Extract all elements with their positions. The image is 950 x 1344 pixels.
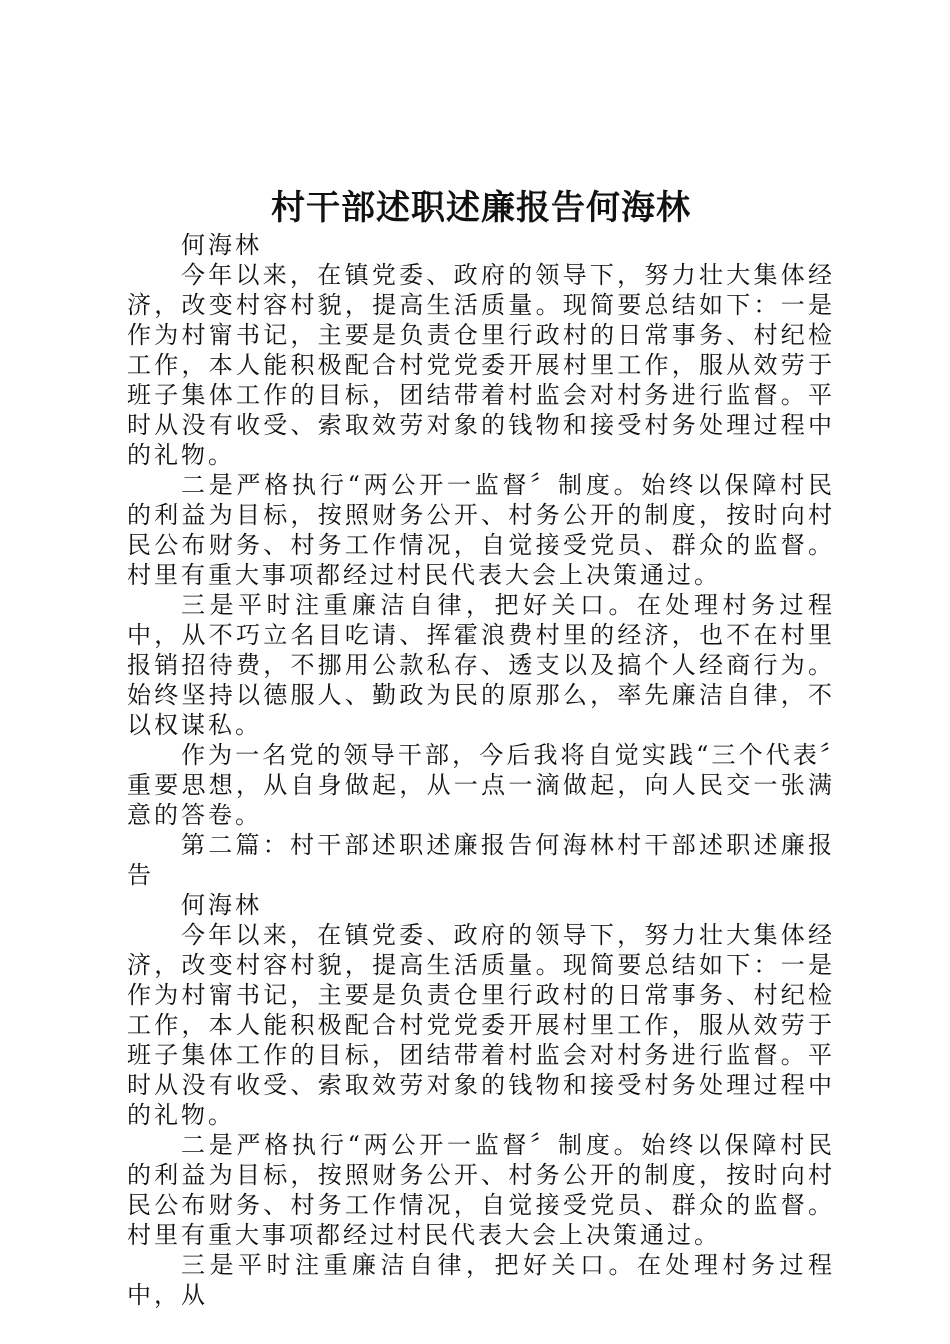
paragraph-conclusion: 作为一名党的领导干部，今后我将自觉实践“三个代表〞重要思想，从自身做起，从一点一滴做起，向人民交一张满意的答卷。 <box>127 741 835 829</box>
paragraph-three: 三是平时注重廉洁自律，把好关口。在处理村务过程中，从不巧立名目吃请、挥霍浪费村里的经济，也不在村里报销招待费，不挪用公款私存、透支以及搞个人经商行为。始终坚持以德服人、勤政为民的原那么，率先廉洁自律，不以权谋私。 <box>127 591 835 739</box>
paragraph-two-second: 二是严格执行“两公开一监督〞制度。始终以保障村民的利益为目标，按照财务公开、村务公开的制度，按时向村民公布财务、村务工作情况，自觉接受党员、群众的监督。村里有重大事项都经过村民代表大会上决策通过。 <box>127 1131 835 1249</box>
paragraph-intro: 今年以来，在镇党委、政府的领导下，努力壮大集体经济，改变村容村貌，提高生活质量。现简要总结如下：一是作为村甯书记，主要是负责仓里行政村的日常事务、村纪检工作，本人能积极配合村党党委开展村里工作，服从效劳于班子集体工作的目标，团结带着村监会对村务进行监督。平时从没有收受、索取效劳对象的钱物和接受村务处理过程中的礼物。 <box>127 261 835 469</box>
section-heading-second: 第二篇：村干部述职述廉报告何海林村干部述职述廉报告 <box>127 831 835 889</box>
paragraph-three-second: 三是平时注重廉洁自律，把好关口。在处理村务过程中，从 <box>127 1251 835 1309</box>
document-title: 村干部述职述廉报告何海林 <box>271 188 691 228</box>
document-body <box>127 230 835 1310</box>
author-line: 何海林 <box>181 231 262 259</box>
paragraph-intro-second: 今年以来，在镇党委、政府的领导下，努力壮大集体经济，改变村容村貌，提高生活质量。现简要总结如下：一是作为村甯书记，主要是负责仓里行政村的日常事务、村纪检工作，本人能积极配合村党党委开展村里工作，服从效劳于班子集体工作的目标，团结带着村监会对村务进行监督。平时从没有收受、索取效劳对象的钱物和接受村务处理过程中的礼物。 <box>127 921 835 1129</box>
author-line-second: 何海林 <box>181 891 262 919</box>
document-page <box>127 0 835 1344</box>
paragraph-two: 二是严格执行“两公开一监督〞制度。始终以保障村民的利益为目标，按照财务公开、村务公开的制度，按时向村民公布财务、村务工作情况，自觉接受党员、群众的监督。村里有重大事项都经过村民代表大会上决策通过。 <box>127 471 835 589</box>
